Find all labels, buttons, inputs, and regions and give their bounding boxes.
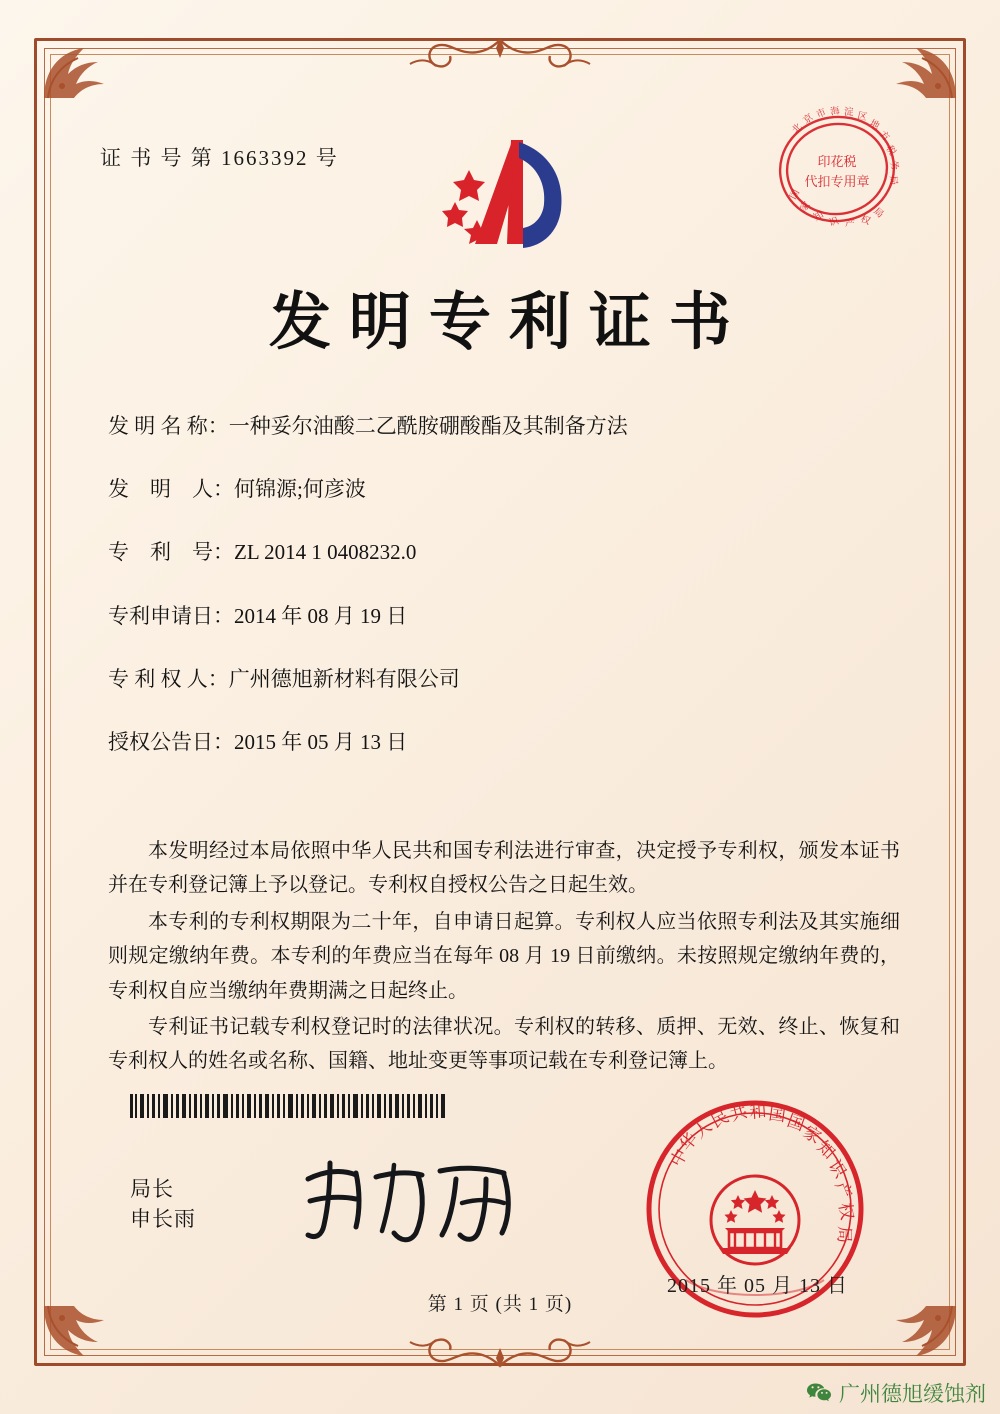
svg-text:知: 知 xyxy=(812,1137,839,1164)
field-label: 授权公告日： xyxy=(108,729,234,754)
legal-paragraph: 本专利的专利权期限为二十年，自申请日起算。专利权人应当依照专利法及其实施细则规定缴纳年费。本专利的年费应当在每年 08 月 19 日前缴纳。未按照规定缴纳年费的，专利权自应当缴纳年费期满之日起终止。 xyxy=(108,910,900,1002)
field-value: ZL 2014 1 0408232.0 xyxy=(234,540,417,565)
field-value: 一种妥尔油酸二乙酰胺硼酸酯及其制备方法 xyxy=(228,414,628,438)
seal-date: 2015 年 05 月 13 日 xyxy=(667,1275,848,1297)
field-patentee xyxy=(108,667,900,692)
svg-text:印花税: 印花税 xyxy=(817,155,857,170)
svg-text:区: 区 xyxy=(856,110,869,124)
svg-text:权: 权 xyxy=(834,1201,857,1222)
field-application-date xyxy=(108,604,900,629)
svg-text:淀: 淀 xyxy=(844,107,854,118)
svg-text:方: 方 xyxy=(876,129,892,144)
field-label: 专利申请日： xyxy=(108,603,234,628)
svg-text:产: 产 xyxy=(844,218,856,230)
field-label: 专 利 权 人： xyxy=(108,666,229,691)
field-label: 发 明 名 称： xyxy=(108,414,229,438)
svg-text:产: 产 xyxy=(830,1178,856,1202)
field-invention-name xyxy=(108,414,900,439)
svg-text:国: 国 xyxy=(784,1110,808,1136)
barcode-icon xyxy=(130,1094,445,1118)
watermark xyxy=(806,1378,986,1408)
svg-text:地: 地 xyxy=(867,117,882,133)
watermark-text: 广州德旭缓蚀剂 xyxy=(839,1382,986,1406)
svg-text:国: 国 xyxy=(787,187,803,202)
svg-text:共: 共 xyxy=(727,1101,750,1126)
svg-text:京: 京 xyxy=(801,111,816,127)
tax-stamp-seal-icon xyxy=(762,94,912,244)
svg-text:国: 国 xyxy=(767,1104,787,1127)
legal-paragraph: 专利证书记载专利权登记时的法律状况。专利权的转移、质押、无效、终止、恢复和专利权人的姓名或名称、国籍、地址变更等事项记载在专利登记簿上。 xyxy=(108,1015,900,1073)
director-label: 局长 xyxy=(130,1177,174,1201)
svg-text:权: 权 xyxy=(858,213,872,228)
field-value: 2015 年 05 月 13 日 xyxy=(234,729,408,754)
field-value: 何锦源;何彦波 xyxy=(234,477,366,502)
field-label: 专 利 号： xyxy=(108,540,234,565)
svg-text:识: 识 xyxy=(827,215,840,229)
svg-text:市: 市 xyxy=(814,106,828,121)
handwritten-signature-icon xyxy=(290,1149,540,1249)
legal-paragraph: 本发明经过本局依照中华人民共和国专利法进行审查，决定授予专利权，颁发本证书并在专利登记簿上予以登记。专利权自授权公告之日起生效。 xyxy=(108,840,900,897)
svg-text:人: 人 xyxy=(690,1116,717,1143)
certificate-content xyxy=(60,64,940,1340)
field-inventor xyxy=(108,477,900,502)
page-title: 发明专利证书 xyxy=(268,285,749,358)
svg-text:民: 民 xyxy=(707,1106,733,1133)
svg-text:局: 局 xyxy=(887,175,899,186)
field-value: 2014 年 08 月 19 日 xyxy=(234,603,408,628)
svg-text:识: 识 xyxy=(823,1156,850,1182)
svg-text:家: 家 xyxy=(799,1122,825,1149)
director-name: 申长雨 xyxy=(130,1207,196,1232)
field-grant-announcement-date xyxy=(108,730,900,755)
svg-text:海: 海 xyxy=(829,105,841,118)
cnipa-logo-icon xyxy=(415,132,585,262)
field-label: 发 明 人： xyxy=(108,477,234,502)
svg-text:知: 知 xyxy=(811,209,826,224)
page-number: 第 1 页 (共 1 页) xyxy=(427,1294,573,1315)
svg-text:局: 局 xyxy=(871,205,886,221)
fields-list xyxy=(108,414,900,793)
svg-text:局: 局 xyxy=(833,1225,854,1244)
director-block xyxy=(130,1174,196,1235)
svg-text:务: 务 xyxy=(887,159,901,172)
wechat-icon xyxy=(806,1382,832,1404)
legal-text-block xyxy=(108,834,900,1081)
svg-text:家: 家 xyxy=(798,199,813,215)
field-value: 广州德旭新材料有限公司 xyxy=(228,666,460,691)
certificate-number: 证 书 号 第 1663392 号 xyxy=(100,146,339,170)
svg-text:和: 和 xyxy=(748,1101,768,1123)
field-patent-number xyxy=(108,540,900,565)
svg-text:华: 华 xyxy=(676,1129,703,1156)
svg-text:代扣专用章: 代扣专用章 xyxy=(804,175,870,190)
svg-text:中: 中 xyxy=(666,1145,693,1171)
svg-text:税: 税 xyxy=(883,143,898,158)
svg-text:北: 北 xyxy=(790,121,805,137)
